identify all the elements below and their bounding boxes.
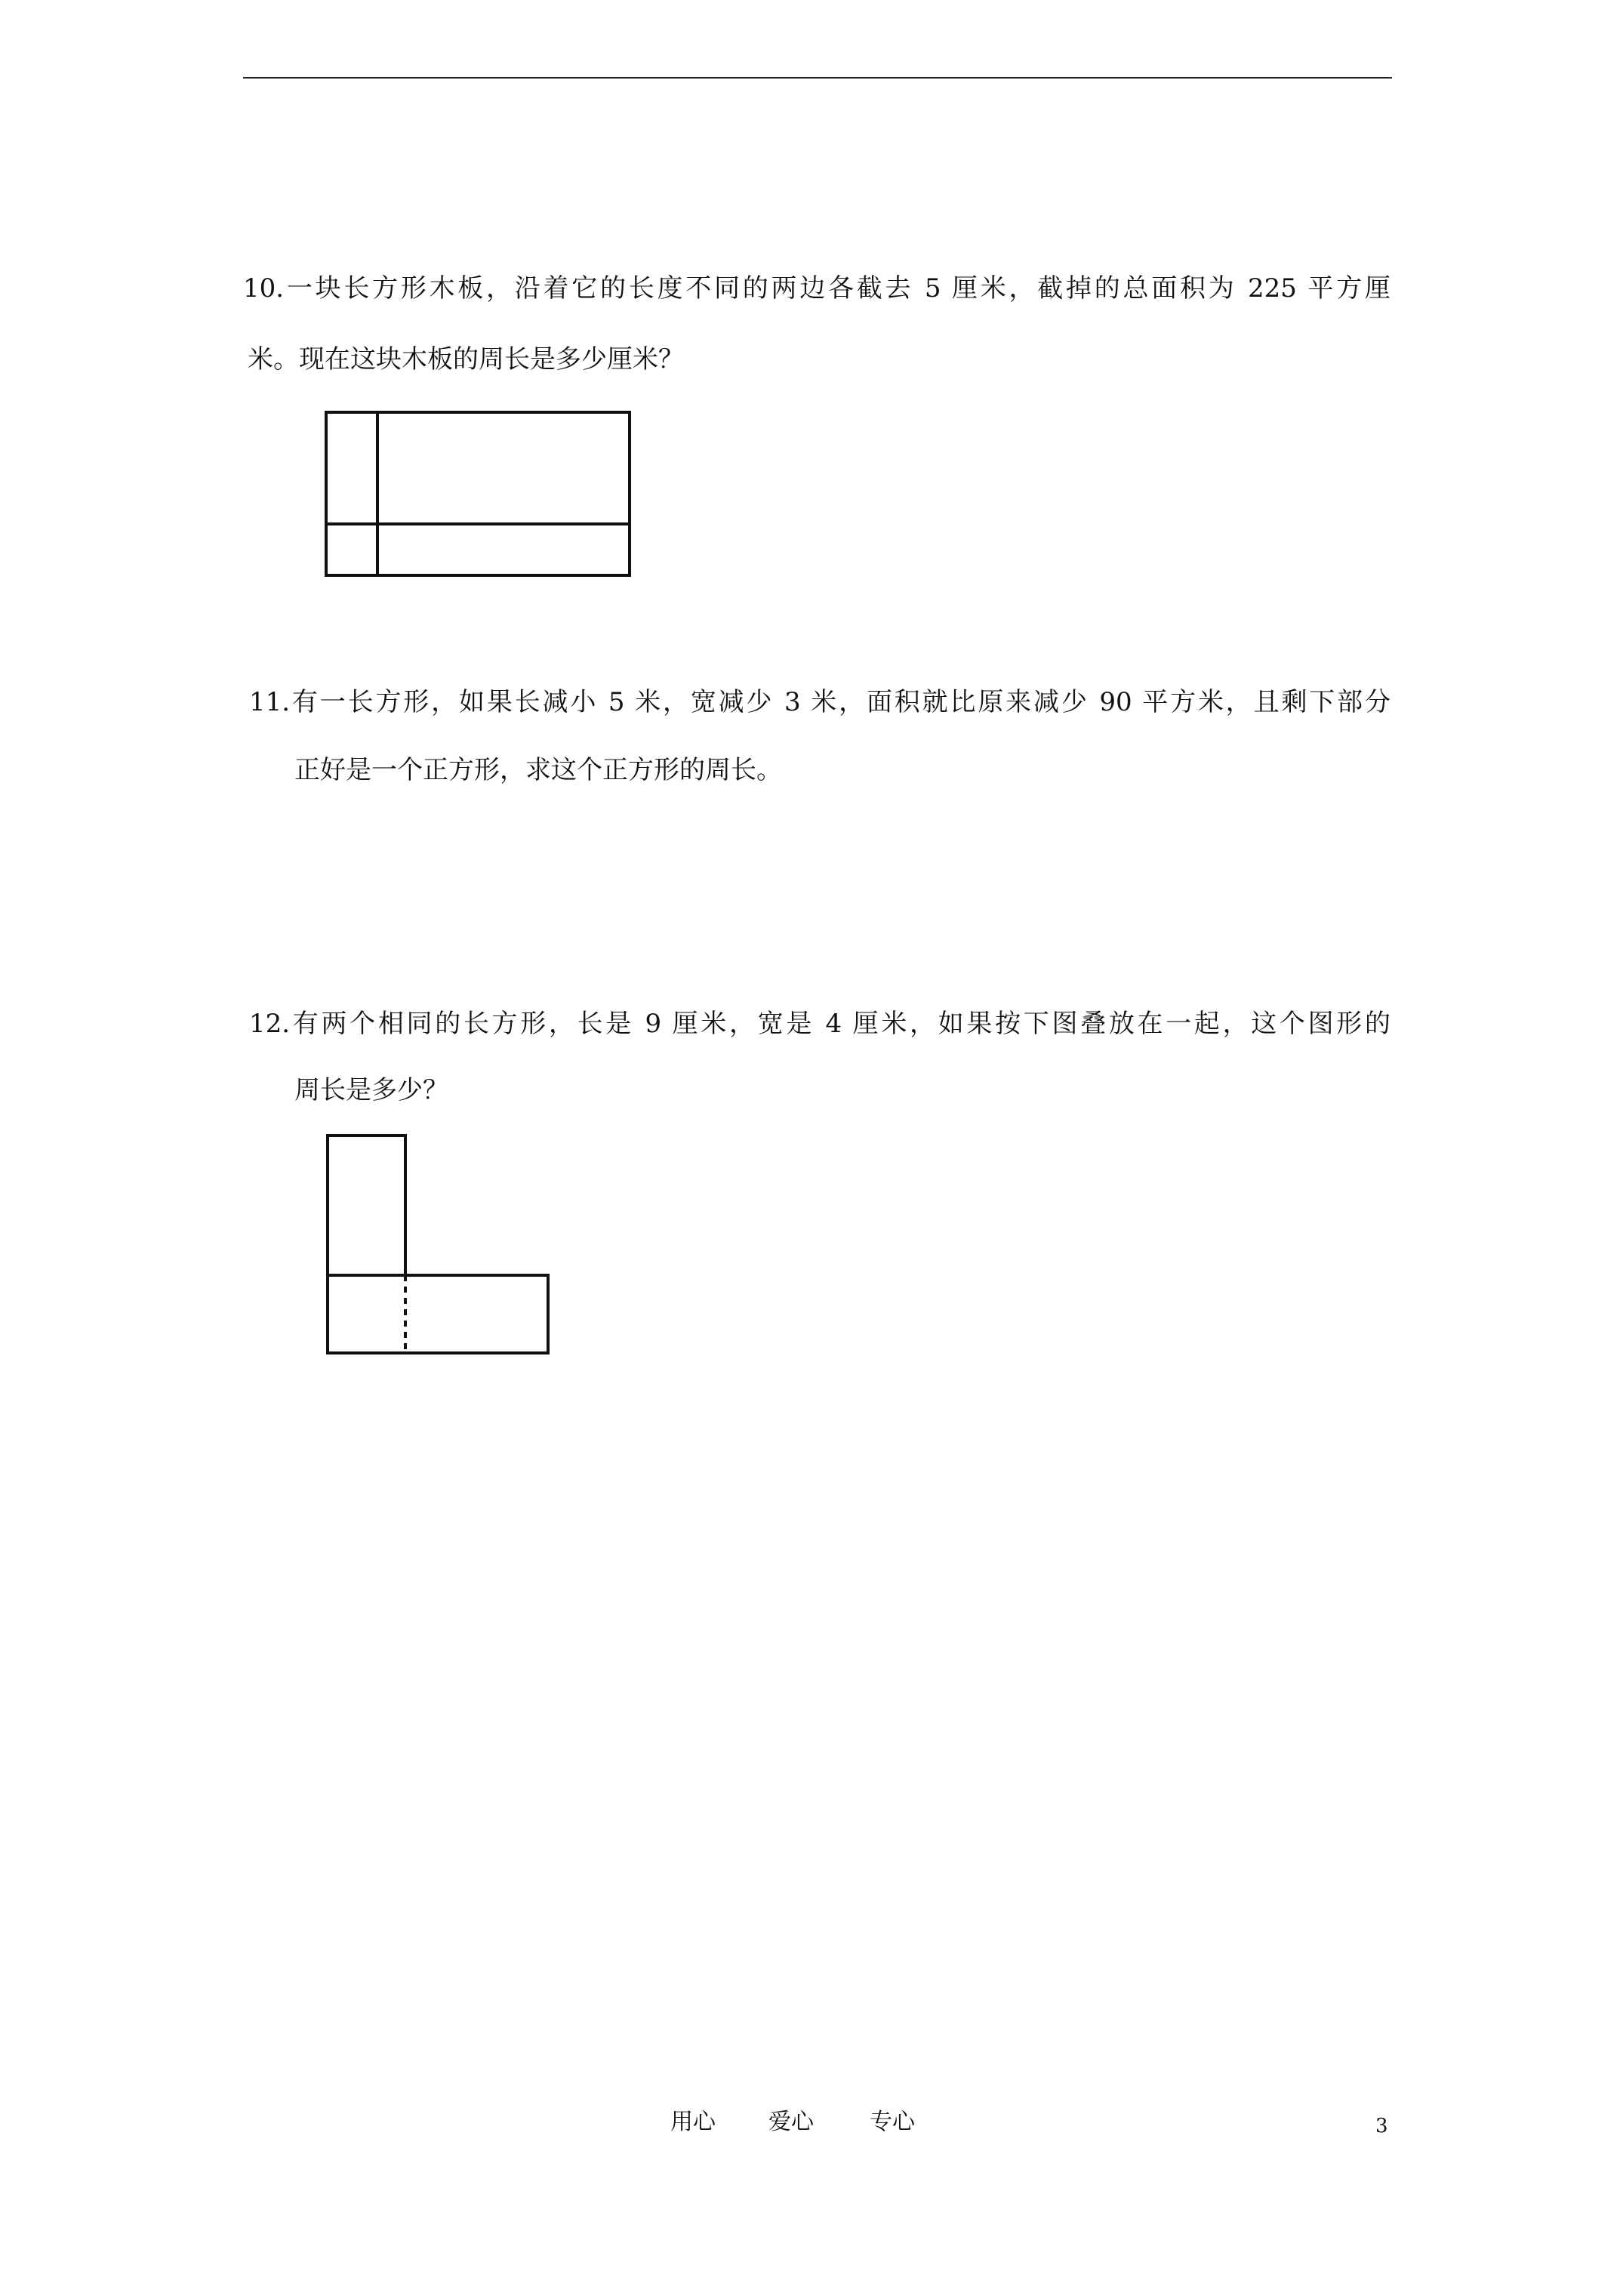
question-12-line-2: 周长是多少？ bbox=[294, 1075, 448, 1105]
question-11-line-2: 正好是一个正方形，求这个正方形的周长。 bbox=[294, 755, 782, 785]
footer-motto-2: 爱心 bbox=[768, 2109, 814, 2135]
question-11-line-1 bbox=[249, 687, 1390, 717]
question-12-overlap-diagram bbox=[325, 1133, 556, 1359]
question-10-board-diagram bbox=[323, 409, 634, 580]
question-12-line-1 bbox=[249, 1009, 1390, 1039]
header-rule bbox=[243, 77, 1392, 79]
question-11-text-1: 有一长方形，如果长减小 5 米，宽减少 3 米，面积就比原来减少 90 平方米，且剩下部分 bbox=[290, 687, 1390, 717]
question-12-number: 12. bbox=[249, 1009, 291, 1039]
question-11-number: 11. bbox=[249, 687, 291, 717]
footer-motto-1: 用心 bbox=[670, 2109, 716, 2135]
l-shape-outline bbox=[328, 1136, 548, 1353]
page-number: 3 bbox=[1375, 2115, 1388, 2137]
question-10-line-2: 米。现在这块木板的周长是多少厘米？ bbox=[248, 344, 684, 374]
board-outline bbox=[326, 412, 630, 575]
question-10-number: 10. bbox=[243, 273, 285, 304]
question-10-line-1 bbox=[243, 273, 1390, 304]
question-10-text-1: 一块长方形木板，沿着它的长度不同的两边各截去 5 厘米，截掉的总面积为 225 平方厘 bbox=[284, 273, 1390, 304]
footer-motto-3: 专心 bbox=[870, 2109, 915, 2135]
question-12-text-1: 有两个相同的长方形，长是 9 厘米，宽是 4 厘米，如果按下图叠放在一起，这个图形的 bbox=[290, 1009, 1390, 1039]
